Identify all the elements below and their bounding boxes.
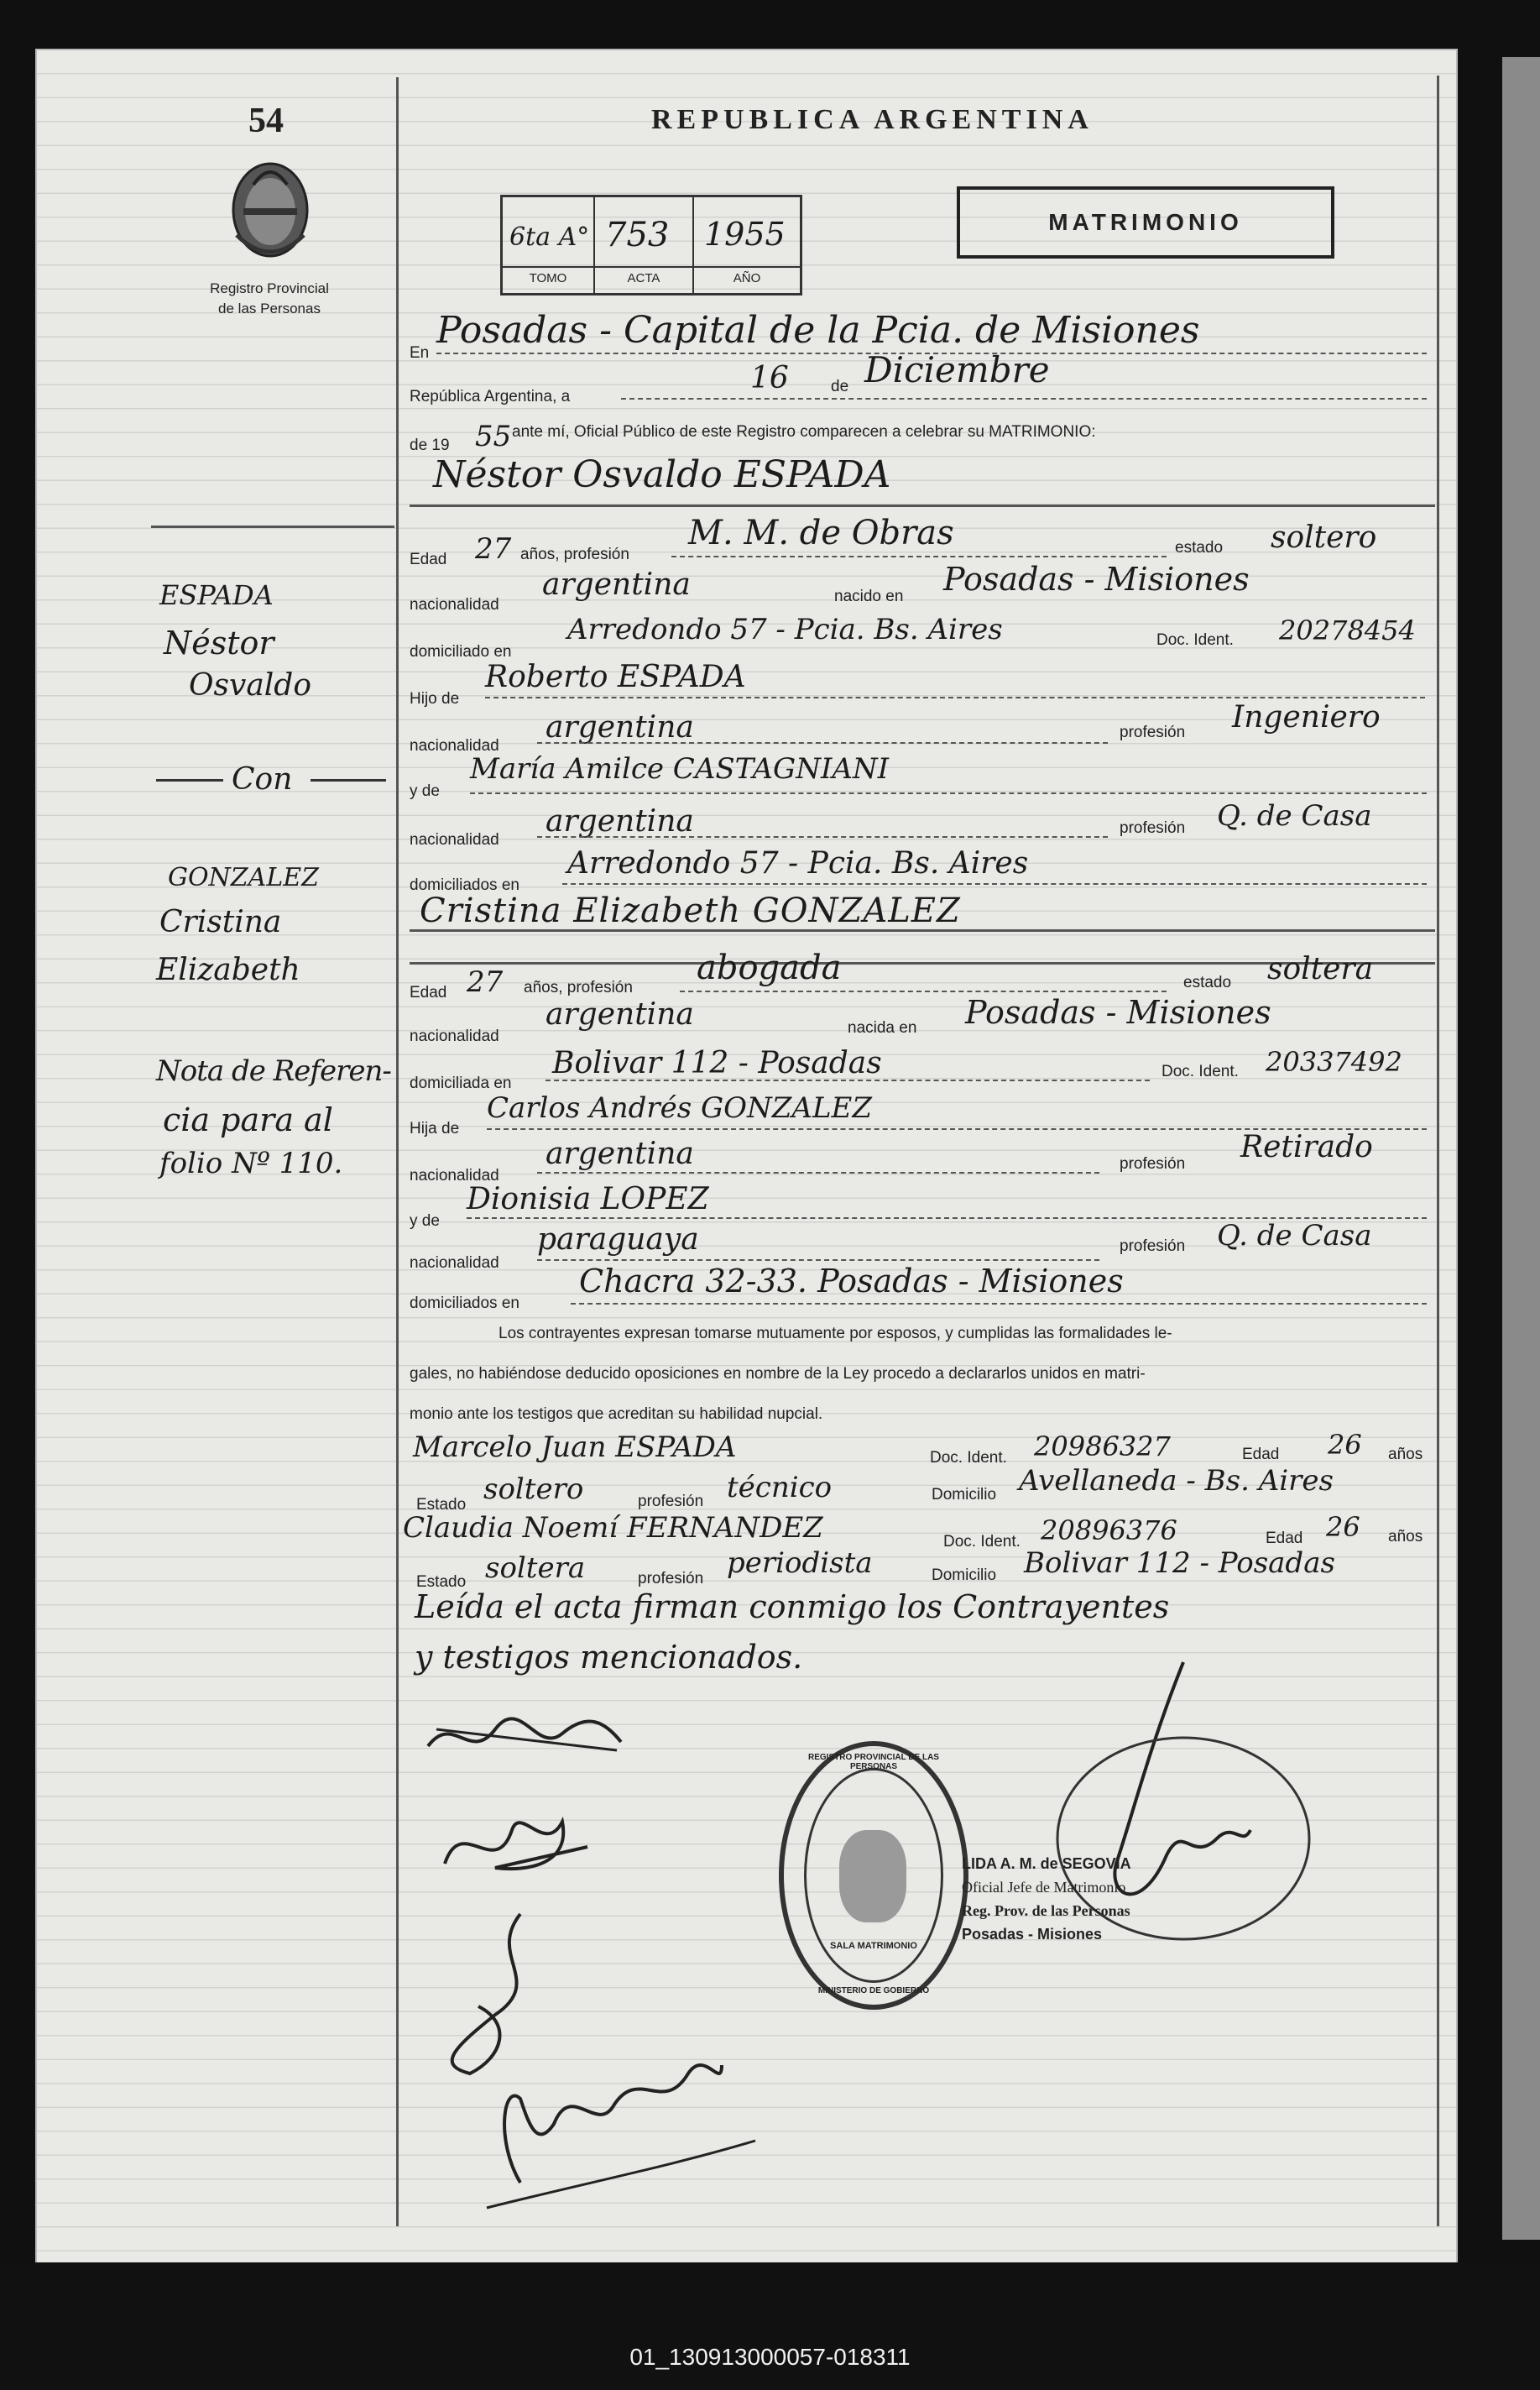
year-suffix: 55: [475, 420, 512, 453]
groom-anos-profesion-label: años, profesión: [520, 546, 629, 563]
bride-anos-profesion-label: años, profesión: [524, 979, 633, 996]
adjacent-page-edge: [1502, 57, 1540, 2240]
bride-edad-label: Edad: [410, 984, 447, 1001]
bride-edad: 27: [467, 965, 504, 999]
official-title: Oficial Jefe de Matrimonio: [962, 1879, 1126, 1896]
rule-under-groom-name: [410, 505, 1435, 507]
en-label: En: [410, 344, 430, 362]
margin-first-name: Néstor: [164, 625, 274, 662]
groom-father-prof-label: profesión: [1120, 724, 1186, 741]
ano-value: 1955: [704, 216, 786, 253]
coat-of-arms-icon: [220, 151, 321, 265]
footer-id: 01_130913000057-018311: [629, 2344, 911, 2370]
tomo-label: TOMO: [529, 271, 567, 285]
bride-doc-label: Doc. Ident.: [1162, 1063, 1239, 1080]
bottom-margin: [0, 2262, 1540, 2390]
groom-nacido-label: nacido en: [834, 588, 904, 605]
right-border: [1437, 76, 1439, 2226]
margin-bride-first: Cristina: [159, 905, 282, 939]
margin-bride-surname: GONZALEZ: [168, 863, 319, 892]
witness2-profesion: periodista: [727, 1546, 873, 1580]
witness1-domicilio-label: Domicilio: [932, 1486, 997, 1504]
country-title: REPUBLICA ARGENTINA: [651, 104, 1094, 135]
bride-yde-label: y de: [410, 1212, 440, 1230]
stamp-bottom-text: MINISTERIO DE GOBIERNO: [817, 1986, 930, 1995]
bride-nacionalidad: argentina: [546, 997, 694, 1032]
groom-nacionalidad-label: nacionalidad: [410, 596, 499, 614]
margin-bride-middle: Elizabeth: [156, 953, 300, 987]
groom-mother-nac-label: nacionalidad: [410, 831, 499, 849]
bride-domiciliada-label: domiciliada en: [410, 1075, 512, 1092]
witness2-anos-label: años: [1388, 1528, 1423, 1545]
day: 16: [750, 361, 789, 395]
groom-doc: 20278454: [1279, 614, 1416, 646]
acta-value: 753: [605, 216, 670, 254]
groom-nacionalidad: argentina: [542, 567, 691, 602]
groom-father-nac: argentina: [546, 710, 694, 745]
groom-profesion: M. M. de Obras: [688, 514, 954, 552]
stamp-inner-text: SALA MATRIMONIO: [830, 1941, 917, 1951]
bride-profesion: abogada: [697, 949, 842, 987]
official-name: LIDA A. M. de SEGOVIA: [962, 1855, 1131, 1872]
republic-label: República Argentina, a: [410, 388, 571, 405]
registry-line-2: de las Personas: [218, 301, 321, 316]
groom-mother-prof-label: profesión: [1120, 819, 1186, 837]
groom-nacido: Posadas - Misiones: [943, 561, 1250, 598]
groom-edad-label: Edad: [410, 551, 447, 568]
bride-father-prof-label: profesión: [1120, 1155, 1186, 1173]
groom-estado-label: estado: [1175, 539, 1224, 557]
reference-note-3: folio Nº 110.: [159, 1147, 343, 1180]
groom-parents-dom-label: domiciliados en: [410, 876, 519, 894]
groom-mother-nac: argentina: [546, 804, 694, 839]
witness2-estado: soltera: [485, 1551, 586, 1585]
ante-text: ante mí, Oficial Público de este Registro comparecen a celebrar su MATRIMONIO:: [512, 423, 1096, 441]
reference-note-2: cia para al: [163, 1101, 333, 1138]
groom-father-prof: Ingeniero: [1232, 700, 1381, 735]
acta-label: ACTA: [627, 271, 660, 285]
witness2-edad: 26: [1326, 1511, 1360, 1543]
page-number: 54: [248, 102, 284, 140]
groom-mother-prof: Q. de Casa: [1217, 799, 1372, 833]
bride-doc: 20337492: [1266, 1046, 1402, 1078]
witness1-doc: 20986327: [1034, 1430, 1171, 1462]
ano-label: AÑO: [733, 271, 761, 285]
signature-groom: [420, 1704, 638, 1771]
witness1-edad: 26: [1328, 1429, 1362, 1461]
bride-estado-label: estado: [1183, 974, 1232, 991]
witness1-profesion: técnico: [727, 1471, 833, 1504]
month: Diciembre: [864, 349, 1050, 390]
witness1-edad-label: Edad: [1242, 1446, 1280, 1463]
witness2-doc: 20896376: [1041, 1514, 1177, 1546]
record-id-box: [500, 195, 802, 295]
bride-mother-nac-label: nacionalidad: [410, 1254, 499, 1272]
registry-name: [181, 279, 358, 319]
bride-parents-dom: Chacra 32-33. Posadas - Misiones: [579, 1263, 1124, 1300]
signature-witness-2: [470, 2015, 772, 2233]
groom-estado: soltero: [1271, 520, 1377, 555]
witness1-anos-label: años: [1388, 1446, 1423, 1463]
groom-domicilio: Arredondo 57 - Pcia. Bs. Aires: [567, 613, 1003, 646]
bride-nacida: Posadas - Misiones: [965, 994, 1271, 1031]
official-city: Posadas - Misiones: [962, 1926, 1103, 1943]
formal-text-1: Los contrayentes expresan tomarse mutuamente por esposos, y cumplidas las formalidades le-: [499, 1325, 1172, 1342]
bride-father-nac-label: nacionalidad: [410, 1167, 499, 1185]
witness1-estado: soltero: [483, 1472, 584, 1506]
witness1-name: Marcelo Juan ESPADA: [413, 1430, 737, 1464]
margin-middle-name: Osvaldo: [189, 668, 312, 703]
official-block: [962, 1852, 1131, 1946]
groom-domiciliado-label: domiciliado en: [410, 643, 512, 661]
groom-edad: 27: [475, 532, 512, 566]
witness2-profesion-label: profesión: [638, 1570, 704, 1587]
groom-father-nac-label: nacionalidad: [410, 737, 499, 755]
witness2-domicilio-label: Domicilio: [932, 1566, 997, 1584]
stamp-ring-text: REGISTRO PROVINCIAL DE LAS PERSONAS: [808, 1753, 939, 1771]
bride-estado: soltera: [1267, 952, 1374, 986]
bride-parents-dom-label: domiciliados en: [410, 1294, 519, 1312]
witness1-profesion-label: profesión: [638, 1493, 704, 1510]
bride-nacionalidad-label: nacionalidad: [410, 1028, 499, 1045]
official-stamp: [779, 1741, 968, 2010]
witness1-doc-label: Doc. Ident.: [930, 1449, 1007, 1467]
official-registry: Reg. Prov. de las Personas: [962, 1902, 1130, 1919]
groom-parents-dom: Arredondo 57 - Pcia. Bs. Aires: [567, 846, 1029, 881]
groom-doc-label: Doc. Ident.: [1156, 631, 1234, 649]
bride-hija-label: Hija de: [410, 1120, 460, 1137]
registry-line-1: Registro Provincial: [210, 280, 329, 296]
bride-father-nac: argentina: [546, 1137, 694, 1171]
formal-text-3: monio ante los testigos que acreditan su habilidad nupcial.: [410, 1405, 823, 1423]
witness2-domicilio: Bolivar 112 - Posadas: [1024, 1546, 1335, 1580]
bride-mother-prof: Q. de Casa: [1217, 1219, 1372, 1253]
bride-nacida-label: nacida en: [848, 1019, 917, 1037]
bride-mother: Dionisia LOPEZ: [467, 1182, 709, 1216]
formal-text-2: gales, no habiéndose deducido oposiciones en nombre de la Ley procedo a declararlos unidos en matri-: [410, 1365, 1146, 1383]
witness2-estado-label: Estado: [416, 1573, 467, 1591]
margin-con: Con: [232, 762, 293, 797]
margin-divider: [396, 77, 399, 2226]
bride-mother-prof-label: profesión: [1120, 1237, 1186, 1255]
witness1-domicilio: Avellaneda - Bs. Aires: [1019, 1464, 1334, 1498]
groom-hijo-label: Hijo de: [410, 690, 460, 708]
margin-rule-top: [151, 526, 394, 528]
bride-father: Carlos Andrés GONZALEZ: [487, 1091, 872, 1125]
bride-mother-nac: paraguaya: [537, 1222, 699, 1257]
witness1-estado-label: Estado: [416, 1496, 467, 1514]
de-label: de: [831, 378, 849, 395]
witness2-doc-label: Doc. Ident.: [943, 1533, 1021, 1551]
groom-father: Roberto ESPADA: [485, 660, 746, 694]
record-type-box: MATRIMONIO: [957, 186, 1334, 259]
closing-line-2: y testigos mencionados.: [415, 1639, 803, 1676]
signature-bride: [428, 1796, 613, 1889]
tomo-value: 6ta A°: [509, 222, 590, 252]
witness2-name: Claudia Noemí FERNANDEZ: [403, 1511, 823, 1545]
groom-yde-label: y de: [410, 782, 440, 800]
year-prefix: de 19: [410, 437, 450, 454]
place: Posadas - Capital de la Pcia. de Misiones: [436, 309, 1200, 352]
closing-line-1: Leída el acta firman conmigo los Contrayentes: [415, 1588, 1170, 1625]
witness2-edad-label: Edad: [1266, 1530, 1303, 1547]
bride-domicilio: Bolivar 112 - Posadas: [552, 1046, 882, 1080]
bride-father-prof: Retirado: [1240, 1130, 1373, 1164]
margin-surname: ESPADA: [159, 579, 274, 611]
groom-mother: María Amilce CASTAGNIANI: [470, 752, 890, 786]
reference-note-1: Nota de Referen-: [156, 1054, 391, 1088]
groom-name: Néstor Osvaldo ESPADA: [433, 453, 891, 496]
bride-name: Cristina Elizabeth GONZALEZ: [420, 892, 961, 930]
